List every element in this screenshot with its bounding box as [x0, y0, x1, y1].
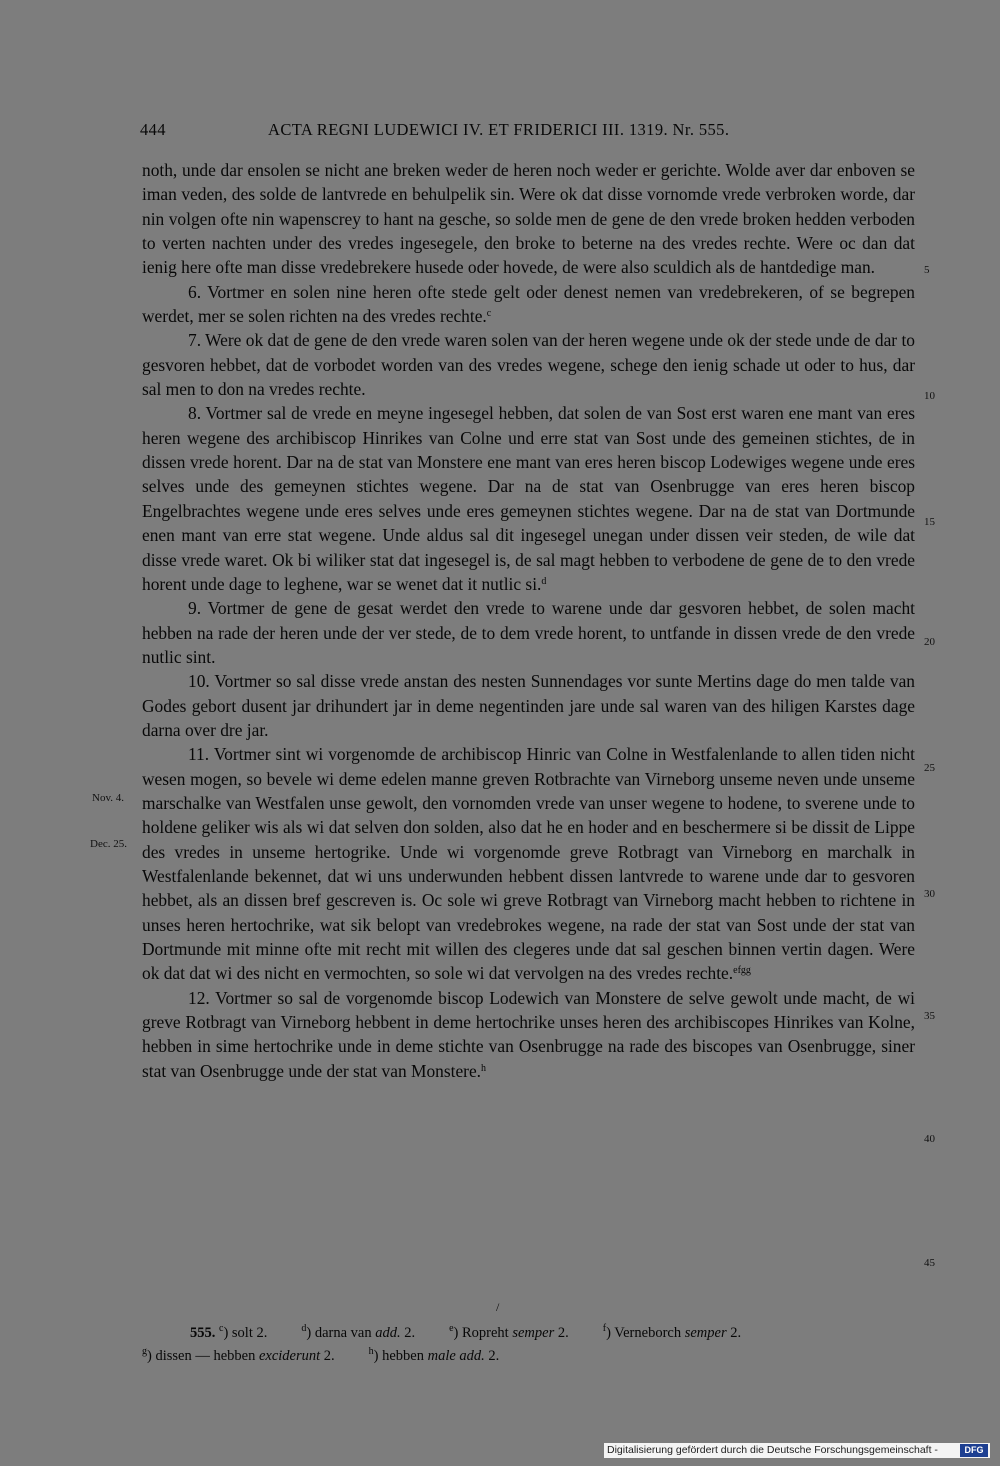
line-number-15: 15	[924, 516, 935, 528]
footnote-doc-number: 555.	[190, 1325, 216, 1341]
paragraph-9: 9. Vortmer de gene de gesat werdet den vrede to warene unde dar gesvoren hebbet, de solen macht hebben na rade der heren unde der ver stede, de to dem vrede horent, to untfande in dissen vrede de den vrede nutlic sint.	[142, 598, 915, 667]
line-number-10: 10	[924, 390, 935, 402]
footnote-ref-d: d	[541, 575, 547, 587]
footnote-e-tail: 2.	[554, 1325, 569, 1341]
page-number: 444	[140, 120, 166, 139]
footnote-f-italic: semper	[684, 1325, 727, 1341]
footnote-ref-e: e	[733, 965, 738, 977]
paragraph-6	[142, 280, 915, 329]
line-number-30: 30	[924, 888, 935, 900]
footnote-ref-g: g	[740, 965, 746, 977]
footnote-d-italic: add.	[375, 1325, 401, 1341]
footnote-ref-g-2: g	[745, 965, 751, 977]
line-number-25: 25	[924, 762, 935, 774]
footnote-ref-c: c	[486, 308, 492, 320]
line-number-20: 20	[924, 636, 935, 648]
footnote-d-tail: 2.	[400, 1325, 416, 1341]
footnote-h-italic: male add.	[427, 1348, 485, 1364]
paragraph-11-text: 11. Vortmer sint wi vorgenomde de archibiscop Hinric van Colne in Westfalenlande to allen tiden nicht wesen mogen, so bevele wi deme edelen manne greven Rotbrachte van Virneborg unseme neven unde unseme marschalke van Westfalen unse gewolt, den vornomden vrede van unser wegene to hodene, to sverene unde to holdene geliker wis als wi dat selven don solden, also dat he en hoder and en beschermere si be dissit de Lippe des vredes in unseme hertogrike. Unde wi vorgenomde greve Rotbragt van Virneborg en marchalk in Westfalenlande bekennet, dat wi uns underwunden hebbent dissen lantvrede to warene unde dar to gesvoren hebbet, als an dissen bref gescreven is. Oc sole wi greve Rotbragt van Virneborg macht hebben to richtene in unses heren hertochrike, wat sik belopt van vredebrokes wegene, na rade der stat van Sost unde der stat van Dortmunde mit minne ofte mit recht mit willen des clegeres unde dat sal geschen binnen vertin dagen. Were ok dat dat wi des nicht en vermochten, so sole wi dat vervolgen na des vredes rechte.	[142, 744, 915, 984]
paragraph-12-text: 12. Vortmer so sal de vorgenomde biscop Lodewich van Monstere de selve gewolt unde macht, de wi greve Rotbragt van Virneborg hebbent in deme hertochrike unses heren des archibiscopes Hinrikes van Kolne, hebben in sime hertochrike unde in deme stichte van Osenbrugge na rade des biscopes van Osenbrugge, siner stat van Osenbrugge unde der stat van Monstere.	[142, 987, 915, 1081]
footnote-e: ) Ropreht	[453, 1325, 509, 1341]
line-number-45: 45	[924, 1257, 935, 1269]
paragraph-12	[142, 986, 915, 1083]
margin-date-dec: Dec. 25.	[90, 838, 127, 850]
credit-text: Digitalisierung gefördert durch die Deutsche Forschungsgemeinschaft -	[607, 1444, 938, 1456]
footnote-f-tail: 2.	[726, 1325, 742, 1341]
dfg-logo: DFG	[960, 1444, 988, 1457]
footnote-d: ) darna van	[306, 1325, 372, 1341]
footnote-line-1	[142, 1322, 917, 1345]
running-title: ACTA REGNI LUDEWICI IV. ET FRIDERICI III. 1319. Nr. 555.	[268, 120, 730, 139]
paragraph-11	[142, 742, 915, 985]
footnote-d-label: d	[301, 1323, 307, 1334]
footnote-e-italic: semper	[512, 1325, 555, 1341]
footnote-e-label: e	[449, 1323, 454, 1334]
footnote-g-tail: 2.	[320, 1348, 335, 1364]
footnote-line-2	[142, 1345, 917, 1368]
line-number-5: 5	[924, 264, 930, 276]
footnote-h-tail: 2.	[484, 1348, 500, 1364]
paragraph-continuation: noth, unde dar ensolen se nicht ane breken weder de heren noch weder er gerichte. Wolde aver dar enboven se iman veden, des solde de lantvrede en behulpelik sin. Were ok dat disse vornomde vrede verbroken worde, dar nin volgen ofte nin wapenscrey to hant na gesche, so solde men de gene de den vrede broken hedden verboden to verten nachten under des vredes ingesegele, den broke to beterne na des vredes rechte. Were oc dan dat ienig here ofte man disse vredebrekere husede oder hovede, de were also sculdich als de hantdedige man.	[142, 160, 915, 278]
footnote-h-label: h	[368, 1346, 374, 1357]
footnote-ref-h: h	[481, 1062, 487, 1074]
margin-date-nov: Nov. 4.	[92, 792, 124, 804]
footnote-c: ) solt 2.	[223, 1325, 268, 1341]
footnote-ref-f: f	[737, 965, 741, 977]
paragraph-10: 10. Vortmer so sal disse vrede anstan des nesten Sunnendages vor sunte Mertins dage do men talde van Godes gebort dusent jar drihundert jar in deme negentinden jare unde sal waren van des hiligen Karstes dage darna over dre jar.	[142, 671, 915, 740]
main-text	[142, 158, 915, 1083]
footnote-f-label: f	[602, 1323, 607, 1334]
footnote-g: ) dissen — hebben	[147, 1348, 256, 1364]
footnote-g-italic: exciderunt	[258, 1348, 321, 1364]
digitization-credit[interactable]	[604, 1443, 990, 1458]
footnote-f: ) Verneborch	[606, 1325, 682, 1341]
line-number-40: 40	[924, 1133, 935, 1145]
paragraph-8	[142, 401, 915, 596]
paragraph-6-text: 6. Vortmer en solen nine heren ofte stede gelt oder denest nemen van vredebrekeren, of se begrepen werdet, mer se solen richten na des vredes rechte.	[142, 281, 915, 327]
paragraph-7: 7. Were ok dat de gene de den vrede waren solen van der heren wegene unde ok der stede unde de dar to gesvoren hebbet, dat de vorbodet worden van des vredes wegene, schege den ienig schade ut oder to hus, dar sal men to don na vredes rechte.	[142, 330, 915, 400]
paragraph-8-text: 8. Vortmer sal de vrede en meyne ingesegel hebben, dat solen de van Sost erst waren ene mant van eres heren wegene des archibiscop Hinrikes van Colne und erre stat van Sost unde des gemeinen stichtes, de in dissen vrede horent. Dar na de stat van Monstere ene mant van eres heren biscop Lodewiges wegene unde eres selves unde des gemeynen stichtes wegene. Dar na de stat van Osenbrugge van eres heren biscop Engelbrachtes wegene unde eres selves unde eres gemeynen stichtes wegene. Dar na de stat van Dortmunde enen mant van erre stat wegene. Unde aldus sal dit ingesegel unegan under dissen veir steden, de wile dat disse vrede waret. Ok bi wiliker stat dat ingesegel is, de sal magt hebben to verbodene de gene de to den vrede horent unde dage to leghene, war se wenet dat it nutlic si.	[142, 403, 915, 594]
footnotes	[142, 1322, 917, 1368]
stray-mark: /	[496, 1300, 500, 1314]
footnote-h: ) hebben	[373, 1348, 424, 1364]
footnote-c-label: c	[219, 1323, 224, 1334]
line-number-35: 35	[924, 1010, 935, 1022]
footnote-g-label: g	[142, 1346, 147, 1357]
